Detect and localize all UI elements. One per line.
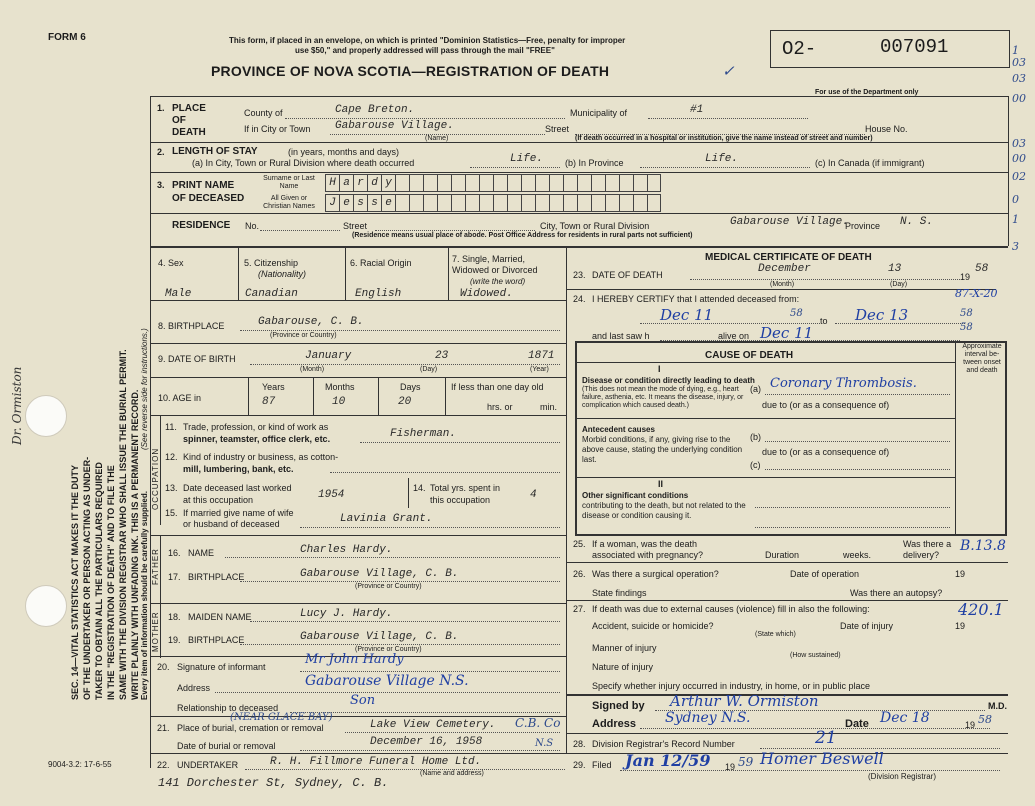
dod-year: 58 xyxy=(975,263,989,275)
margin-code: 1 xyxy=(1012,213,1019,226)
name-letter-cell xyxy=(549,174,563,192)
signed-label: Signed by xyxy=(592,700,645,712)
notice-line: This form, if placed in an envelope, on which is printed "Dominion Statistics—Free, penalty for improper xyxy=(229,36,626,45)
street-label: Street xyxy=(545,124,570,134)
roman-one: I xyxy=(658,364,661,374)
address-label: Address xyxy=(592,718,637,730)
hospital-note: (If death occurred in a hospital or institution, give the name instead of street and number) xyxy=(575,135,873,142)
side-text-line: WRITE PLAINLY WITH UNFADING INK. THIS IS A PERMANENT RECORD. xyxy=(130,389,140,700)
name-letter-cell xyxy=(409,194,423,212)
form-code: 9004-3.2: 17-6-55 xyxy=(48,760,112,769)
name-letter-cell: r xyxy=(353,174,367,192)
side-text-line: Every item of information should be carefully supplied. xyxy=(140,491,149,700)
name-letter-cell xyxy=(647,194,661,212)
name-letter-cell xyxy=(451,194,465,212)
spouse-value: Lavinia Grant. xyxy=(340,513,433,525)
approx-interval-label: Approximate interval be- tween onset and death xyxy=(962,343,1002,374)
citizenship-value: Canadian xyxy=(245,288,298,300)
occupation-value: Fisherman. xyxy=(390,428,457,440)
punch-hole xyxy=(25,585,67,627)
delivery-label: Was there a delivery? xyxy=(903,539,952,560)
margin-code: 03 xyxy=(1012,72,1026,85)
dod-day: 13 xyxy=(888,263,902,275)
dod-month: December xyxy=(758,263,811,275)
name-letter-cell xyxy=(521,194,535,212)
informant-signature: Mr John Hardy xyxy=(305,652,404,667)
registrar-signature: Homer Beswell xyxy=(760,749,884,768)
occ-q11b: spinner, teamster, office clerk, etc. xyxy=(183,434,331,444)
mother-bp-sub: (Province or Country) xyxy=(355,646,422,653)
name-letter-cell xyxy=(549,194,563,212)
form-number: FORM 6 xyxy=(48,32,86,43)
occupation-side-label: OCCUPATION xyxy=(151,447,160,510)
stay-b-label: (b) In Province xyxy=(565,158,624,168)
registrar-label: (Division Registrar) xyxy=(868,772,937,781)
dod-day-hint: (Day) xyxy=(890,281,908,288)
less-than-day-label: If less than one day old xyxy=(451,382,544,392)
mother-maiden-label: MAIDEN NAME xyxy=(188,612,252,622)
dob-year: 1871 xyxy=(528,350,555,362)
findings-label: State findings xyxy=(592,588,647,598)
marital-value: Widowed. xyxy=(460,288,513,300)
weeks-label: weeks. xyxy=(843,550,872,560)
name-letter-cell xyxy=(591,174,605,192)
name-letter-cell xyxy=(605,194,619,212)
margin-code: 03 xyxy=(1012,56,1026,69)
name-letter-cell xyxy=(535,174,549,192)
day-hint: (Day) xyxy=(420,366,438,373)
city-value: Gabarouse Village. xyxy=(335,120,454,132)
alive-on: Dec 11 xyxy=(760,324,814,342)
certify-label: I HEREBY CERTIFY that I attended deceased from: xyxy=(592,294,800,304)
burial-date-label: Date of burial or removal xyxy=(177,741,276,751)
birthplace-value: Gabarouse, C. B. xyxy=(258,316,364,328)
occ-q15b: or husband of deceased xyxy=(183,519,280,529)
side-text-line: SEC. 14—VITAL STATISTICS ACT MAKES IT THE DUTY xyxy=(70,464,80,700)
external-code: 420.1 xyxy=(958,600,1004,619)
undertaker-label: UNDERTAKER xyxy=(177,760,239,770)
name-letter-cell xyxy=(633,174,647,192)
accident-label: Accident, suicide or homicide? xyxy=(592,621,714,631)
disease-sub: (This does not mean the mode of dying, e.g., heart failure, asthenia, etc. It means the disease, injury, or complication which caused death.) xyxy=(582,386,744,409)
stay-label: LENGTH OF STAY xyxy=(172,146,258,157)
signed-date-year: 58 xyxy=(978,713,992,726)
antecedent-sub: Morbid conditions, if any, giving rise to the above cause, stating the underlying condition last. xyxy=(582,435,743,464)
name-letter-cell xyxy=(423,194,437,212)
muni-label: Municipality of xyxy=(570,108,628,118)
other-label: Other significant conditions xyxy=(582,491,689,500)
print-name-label: OF DECEASED xyxy=(172,193,245,204)
date-injury-label: Date of injury xyxy=(840,621,894,631)
residence-city: Gabarouse Village. xyxy=(730,216,849,228)
form-border xyxy=(1008,96,1009,246)
stay-sub: (in years, months and days) xyxy=(288,147,400,157)
muni-value: #1 xyxy=(690,104,704,116)
occ-q13b: at this occupation xyxy=(183,495,254,505)
dod-year-prefix: 19 xyxy=(960,272,971,282)
mother-maiden: Lucy J. Hardy. xyxy=(300,608,393,620)
specify-label: Specify whether injury occurred in industry, in home, or in public place xyxy=(592,681,870,691)
name-letter-cell xyxy=(395,174,409,192)
margin-code: 03 xyxy=(1012,137,1026,150)
given-label: All Given or Christian Names xyxy=(263,195,315,210)
autopsy-label: Was there an autopsy? xyxy=(850,588,943,598)
side-text-line: OF THE UNDERTAKER OR PERSON ACTING AS UNDER- xyxy=(82,456,92,700)
side-code: 87-X-20 xyxy=(955,287,998,300)
occ-q14b: this occupation xyxy=(430,495,491,505)
attended-to-year: 58 xyxy=(960,308,973,319)
nature-label: Nature of injury xyxy=(592,662,654,672)
delivery-hand: B.13.8 xyxy=(960,538,1006,554)
occ-q13: Date deceased last worked xyxy=(183,483,292,493)
name-letter-cell xyxy=(591,194,605,212)
burial-place-label: Place of burial, cremation or removal xyxy=(177,723,324,733)
name-letter-cell xyxy=(577,194,591,212)
name-letter-cell xyxy=(465,174,479,192)
name-letter-cell xyxy=(437,194,451,212)
doctor-note: Dr. Ormiston xyxy=(10,366,24,445)
hrs-label: hrs. or xyxy=(487,402,513,412)
year-hint: (Year) xyxy=(530,366,549,373)
occ-q15: If married give name of wife xyxy=(183,508,294,518)
dob-month: January xyxy=(305,350,352,362)
name-letter-cell: e xyxy=(339,194,353,212)
md-label: M.D. xyxy=(988,701,1007,711)
side-text-line: SAME WITH THE DIVISION REGISTRAR WHO SHALL ISSUE THE BURIAL PERMIT. xyxy=(118,349,128,700)
alive-label: alive on xyxy=(718,331,750,341)
place-label: PLACE OF DEATH xyxy=(172,103,206,138)
margin-code: 3 xyxy=(1012,240,1019,253)
informant-rel-label: Relationship to deceased xyxy=(177,703,279,713)
name-letter-cell: H xyxy=(325,174,339,192)
registration-number: 007091 xyxy=(880,36,949,58)
attended-to: Dec 13 xyxy=(855,306,909,324)
father-name: Charles Hardy. xyxy=(300,544,393,556)
dob-label: 9. DATE OF BIRTH xyxy=(158,354,236,364)
column-divider xyxy=(566,248,567,753)
residence-no-label: No. xyxy=(245,221,260,231)
total-years-value: 4 xyxy=(530,489,537,501)
filed-date: Jan 12/59 xyxy=(625,751,711,770)
name-letter-cell: y xyxy=(381,174,395,192)
duration-label: Duration xyxy=(765,550,800,560)
dod-month-hint: (Month) xyxy=(770,281,795,288)
stay-a-label: (a) In City, Town or Rural Division where death occurred xyxy=(192,158,415,168)
name-letter-cell xyxy=(521,174,535,192)
dod-label: DATE OF DEATH xyxy=(592,270,663,280)
margin-code: 02 xyxy=(1012,170,1026,183)
name-letter-cell: s xyxy=(367,194,381,212)
racial-value: English xyxy=(355,288,402,300)
mother-bp-label: BIRTHPLACE xyxy=(188,635,245,645)
date-label: Date xyxy=(845,718,869,730)
name-letter-cell xyxy=(437,174,451,192)
name-letter-cell xyxy=(563,174,577,192)
burial-date-hand: N.S xyxy=(535,738,554,749)
name-letter-cell xyxy=(633,194,647,212)
how-sustained: (How sustained) xyxy=(790,652,841,659)
name-letter-cell: s xyxy=(353,194,367,212)
mother-side-label: MOTHER xyxy=(151,611,160,652)
to-label: to xyxy=(820,316,828,326)
name-letter-cell xyxy=(619,174,633,192)
name-letter-cell xyxy=(619,194,633,212)
medical-title: MEDICAL CERTIFICATE OF DEATH xyxy=(705,252,872,263)
name-letter-cell xyxy=(479,194,493,212)
side-text-line: TAKER TO OBTAIN ALL THE PARTICULARS REQUIRED xyxy=(94,462,104,700)
dept-use-label: For use of the Department only xyxy=(815,89,919,96)
due-to-label: due to (or as a consequence of) xyxy=(762,400,890,410)
pregnancy-label: If a woman, was the death associated with pregnancy? xyxy=(592,539,704,560)
residence-prov: N. S. xyxy=(900,216,934,228)
roman-two: II xyxy=(658,479,664,489)
racial-label: 6. Racial Origin xyxy=(350,258,412,268)
record-number: 21 xyxy=(815,728,837,748)
name-letter-cell xyxy=(647,174,661,192)
cause-a: Coronary Thrombosis. xyxy=(770,376,917,391)
notice-line: use $50," and properly addressed will pass through the mail "FREE" xyxy=(295,46,555,55)
month-hint: (Month) xyxy=(300,366,325,373)
last-worked-value: 1954 xyxy=(318,489,345,501)
name-letter-cell: e xyxy=(381,194,395,212)
name-letter-cell xyxy=(507,174,521,192)
side-text-line: IN THE "REGISTRATION OF DEATH" AND TO FILE THE xyxy=(106,465,116,700)
occ-q11: Trade, profession, or kind of work as xyxy=(183,422,329,432)
father-birthplace: Gabarouse Village, C. B. xyxy=(300,568,459,580)
print-name-label: PRINT NAME xyxy=(172,180,235,191)
record-number-label: Division Registrar's Record Number xyxy=(592,739,735,749)
death-registration-form: Dr. Ormiston SEC. 14—VITAL STATISTICS ACT MAKES IT THE DUTY OF THE UNDERTAKER OR PERSON ACTING AS UNDER- TAKER TO OBTAIN ALL THE PARTICULARS REQUIRED IN THE "REGISTRATION OF DEATH" AND TO FILE THE SAME WITH THE DIVISION REGISTRAR WHO SHALL ISSUE THE BURIAL PERMIT. WRITE PLAINLY WITH UNFADING INK. THIS IS A PERMANENT RECORD. Every item of information should be carefully supplied. (See reverse side for instructions.) FORM 6 This form, if placed in an envelope, on which is printed "Dominion Statistics—Free, penalty for improper use $50," and properly addressed will pass through the mail "FREE" PROVINCE OF NOVA SCOTIA—REGISTRATION OF DEATH O2- 007091 For use of the Department only 1 03 03 00 03 00 02 0 1 3 1. PLACE OF DEATH County of Cape Breton. Municipality of #1 If in City or Town Gabarouse Village. (Name) Street House No. (If death occurred in a hospital or institution, give the name instead of street and number) 2. LENGTH OF STAY (in years, months and days) (a) In City, Town or Rural Division where death occurred Life. (b) In Province Life. (c) In Canada (if immigrant) 3. PRINT NAME OF DECEASED Surname or Last Name All Given or Christian Names H a r d y J e s s e RESIDENCE No. Street City, Town or Rural Division Gabarouse Village. Province N. S. (Residence means usual place of abode. Post Office Address for residents in rural parts not sufficient) 4. Sex Male 5. Citizenship (Nationality) Canadian 6. Racial Origin English 7. Single, Married, Widowed or Divorced (write the word) Widowed. 8. BIRTHPLACE Gabarouse, C. B. (Province or Country) 9. DATE OF BIRTH January 23 1871 (Month) (Day) (Year) 10. AGE in Years Months Days If less than one day old 87 10 20 hrs. or min. OCCUPATION 11. Trade, profession, or kind of work as spinner, teamster, office clerk, etc. Fisherman. 12. Kind of industry or business, as cotton- mill, lumbering, bank, etc. 13. Date deceased last worked at this occupation 1954 14. Total yrs. spent in this occupation 4 15. If married give name of wife or husband of deceased Lavinia Grant. FATHER 16. NAME Charles Hardy. 17. BIRTHPLACE Gabarouse Village, C. B. (Province or Country) MOTHER 18. MAIDEN NAME Lucy J. Hardy. 19. BIRTHPLACE Gabarouse Village, C. B. (Province or Country) 20. Signature of informant Mr John Hardy Address Gabarouse Village N.S. Relationship to deceased Son 21. Place of burial, cremation or removal (NEAR GLACE BAY) Lake View Cemetery. C.B. Co Date of burial or removal December 16, 1958 N.S 22. UNDERTAKER R. H. Fillmore Funeral Home Ltd. 141 Dorchester St, Sydney, C. B. (Name and address) 9004-3.2: 17-6-55 MEDICAL CERTIFICATE OF DEATH 23. DATE OF DEATH December 13 19 58 (Month) (Day) 24. I HEREBY CERTIFY that I attended deceased from: 87-X-20 Dec 11 58 to Dec 13 58 and last saw h alive on Dec 11 58 CAUSE OF DEATH Approximate interval be- tween onset and death I Disease or condition directly leading to death (This does not mean the mode of dying, e.g., heart failure, asthenia, etc. It means the disease, injury, or complication which caused death.) (a) Coronary Thrombosis. due to (or as a consequence of) Antecedent causes Morbid conditions, if any, giving rise to the above cause, stating the underlying condition last. (b) due to (or as a consequence of) (c) II Other significant conditions contributing to the death, but not related to the disease or condition causing it. 25. If a woman, was the death associated with pregnancy? Duration weeks. Was there a delivery? B.13.8 26. Was there a surgical operation? Date of operation 19 State findings Was there an autopsy? 27. If death was due to external causes (violence) fill in also the following: 420.1 Accident, suicide or homicide? (State which) Date of injury 19 Manner of injury (How sustained) Nature of injury Specify whether injury occurred in industry, in home, or in public place Signed by Arthur W. Ormiston M.D. Address Sydney N.S. Date Dec 18 19 58 28. Division Registrar's Record Number 21 29. Filed Jan 12/59 19 59 Homer Beswell (Division Registrar) ✓ xyxy=(0,0,1035,806)
date-of-op-label: Date of operation xyxy=(790,569,860,579)
informant-addr-label: Address xyxy=(177,683,211,693)
occ-q12b: mill, lumbering, bank, etc. xyxy=(183,464,294,474)
name-letter-cell xyxy=(493,194,507,212)
name-hint: (Name) xyxy=(425,135,449,142)
antecedent-label: Antecedent causes xyxy=(582,425,655,434)
due-to-label-b: due to (or as a consequence of) xyxy=(762,447,890,457)
marital-label: 7. Single, Married, Widowed or Divorced xyxy=(452,254,538,275)
name-letter-cell xyxy=(563,194,577,212)
filed-year: 59 xyxy=(738,755,754,769)
last-saw-label: and last saw h xyxy=(592,331,650,341)
occ-q12: Kind of industry or business, as cotton- xyxy=(183,452,339,462)
occ-q14: Total yrs. spent in xyxy=(430,483,501,493)
burial-place-note: (NEAR GLACE BAY) xyxy=(230,712,333,723)
external-causes-label: If death was due to external causes (violence) fill in also the following: xyxy=(592,604,870,614)
side-text-line: (See reverse side for instructions.) xyxy=(140,328,149,450)
name-letter-cell xyxy=(493,174,507,192)
surname-label: Surname or Last Name xyxy=(263,175,315,190)
name-letter-cell xyxy=(577,174,591,192)
father-name-label: NAME xyxy=(188,548,215,558)
form-title: PROVINCE OF NOVA SCOTIA—REGISTRATION OF DEATH xyxy=(211,63,610,79)
physician-signature: Arthur W. Ormiston xyxy=(670,692,819,710)
other-sub: contributing to the death, but not related to the disease or condition causing it. xyxy=(582,501,746,520)
father-bp-sub: (Province or Country) xyxy=(355,583,422,590)
county-value: Cape Breton. xyxy=(335,104,415,116)
registration-prefix: O2- xyxy=(782,38,817,60)
margin-code: 00 xyxy=(1012,152,1026,165)
birthplace-label: 8. BIRTHPLACE xyxy=(158,321,225,331)
stay-b-value: Life. xyxy=(705,153,739,165)
burial-place-hand: C.B. Co xyxy=(515,716,561,730)
age-days: 20 xyxy=(398,396,412,408)
manner-label: Manner of injury xyxy=(592,643,657,653)
name-address-hint: (Name and address) xyxy=(420,770,484,777)
residence-label: RESIDENCE xyxy=(172,220,231,231)
name-letter-cell xyxy=(395,194,409,212)
residence-prov-label: Province xyxy=(845,221,881,231)
margin-code: 1 xyxy=(1012,44,1019,57)
state-which: (State which) xyxy=(755,631,796,638)
undertaker-address: 141 Dorchester St, Sydney, C. B. xyxy=(158,776,389,790)
name-letter-cell xyxy=(535,194,549,212)
margin-code: 00 xyxy=(1012,92,1026,105)
birthplace-sub: (Province or Country) xyxy=(270,332,337,339)
name-letter-cell: a xyxy=(339,174,353,192)
attended-from-year: 58 xyxy=(790,308,803,319)
name-letter-cell xyxy=(465,194,479,212)
dob-day: 23 xyxy=(435,350,449,362)
residence-city-label: City, Town or Rural Division xyxy=(540,221,650,231)
name-letter-cell xyxy=(605,174,619,192)
sex-value: Male xyxy=(165,288,192,300)
county-label: County of xyxy=(244,108,283,118)
name-letter-cell xyxy=(451,174,465,192)
attended-from: Dec 11 xyxy=(660,306,714,324)
citizenship-label: 5. Citizenship xyxy=(244,258,299,268)
margin-code: 0 xyxy=(1012,193,1019,206)
burial-date: December 16, 1958 xyxy=(370,736,483,748)
informant-relationship: Son xyxy=(350,693,376,708)
name-letter-cell xyxy=(507,194,521,212)
father-side-label: FATHER xyxy=(151,548,160,585)
filed-label: Filed xyxy=(592,760,612,770)
stay-a-value: Life. xyxy=(510,153,544,165)
physician-address: Sydney N.S. xyxy=(665,710,751,726)
citizenship-sub: (Nationality) xyxy=(258,269,307,279)
name-letter-cell: J xyxy=(325,194,339,212)
months-label: Months xyxy=(325,382,355,392)
name-letter-cell xyxy=(479,174,493,192)
stay-c-label: (c) In Canada (if immigrant) xyxy=(815,158,925,168)
undertaker-name: R. H. Fillmore Funeral Home Ltd. xyxy=(270,756,482,768)
residence-note: (Residence means usual place of abode. Post Office Address for residents in rural parts not sufficient) xyxy=(352,232,693,239)
check-mark-icon: ✓ xyxy=(722,62,735,80)
house-label: House No. xyxy=(865,124,908,134)
form-border xyxy=(150,96,1008,97)
age-label: 10. AGE in xyxy=(158,393,202,403)
years-label: Years xyxy=(262,382,285,392)
age-months: 10 xyxy=(332,396,346,408)
name-letter-cell xyxy=(409,174,423,192)
signed-date: Dec 18 xyxy=(880,710,930,726)
age-years: 87 xyxy=(262,396,276,408)
disease-label: Disease or condition directly leading to death xyxy=(582,376,755,385)
name-letter-cell: d xyxy=(367,174,381,192)
father-bp-label: BIRTHPLACE xyxy=(188,572,245,582)
form-border xyxy=(150,96,151,768)
residence-street-label: Street xyxy=(343,221,368,231)
marital-sub: (write the word) xyxy=(470,277,526,286)
sex-label: 4. Sex xyxy=(158,258,184,268)
cause-title: CAUSE OF DEATH xyxy=(705,350,794,361)
mother-birthplace: Gabarouse Village, C. B. xyxy=(300,631,459,643)
burial-place: Lake View Cemetery. xyxy=(370,719,496,731)
informant-sig-label: Signature of informant xyxy=(177,662,266,672)
alive-year: 58 xyxy=(960,322,973,333)
min-label: min. xyxy=(540,402,558,412)
name-letter-cell xyxy=(423,174,437,192)
punch-hole xyxy=(25,395,67,437)
surgery-label: Was there a surgical operation? xyxy=(592,569,719,579)
days-label: Days xyxy=(400,382,421,392)
informant-address: Gabarouse Village N.S. xyxy=(305,673,469,689)
city-label: If in City or Town xyxy=(244,124,311,134)
